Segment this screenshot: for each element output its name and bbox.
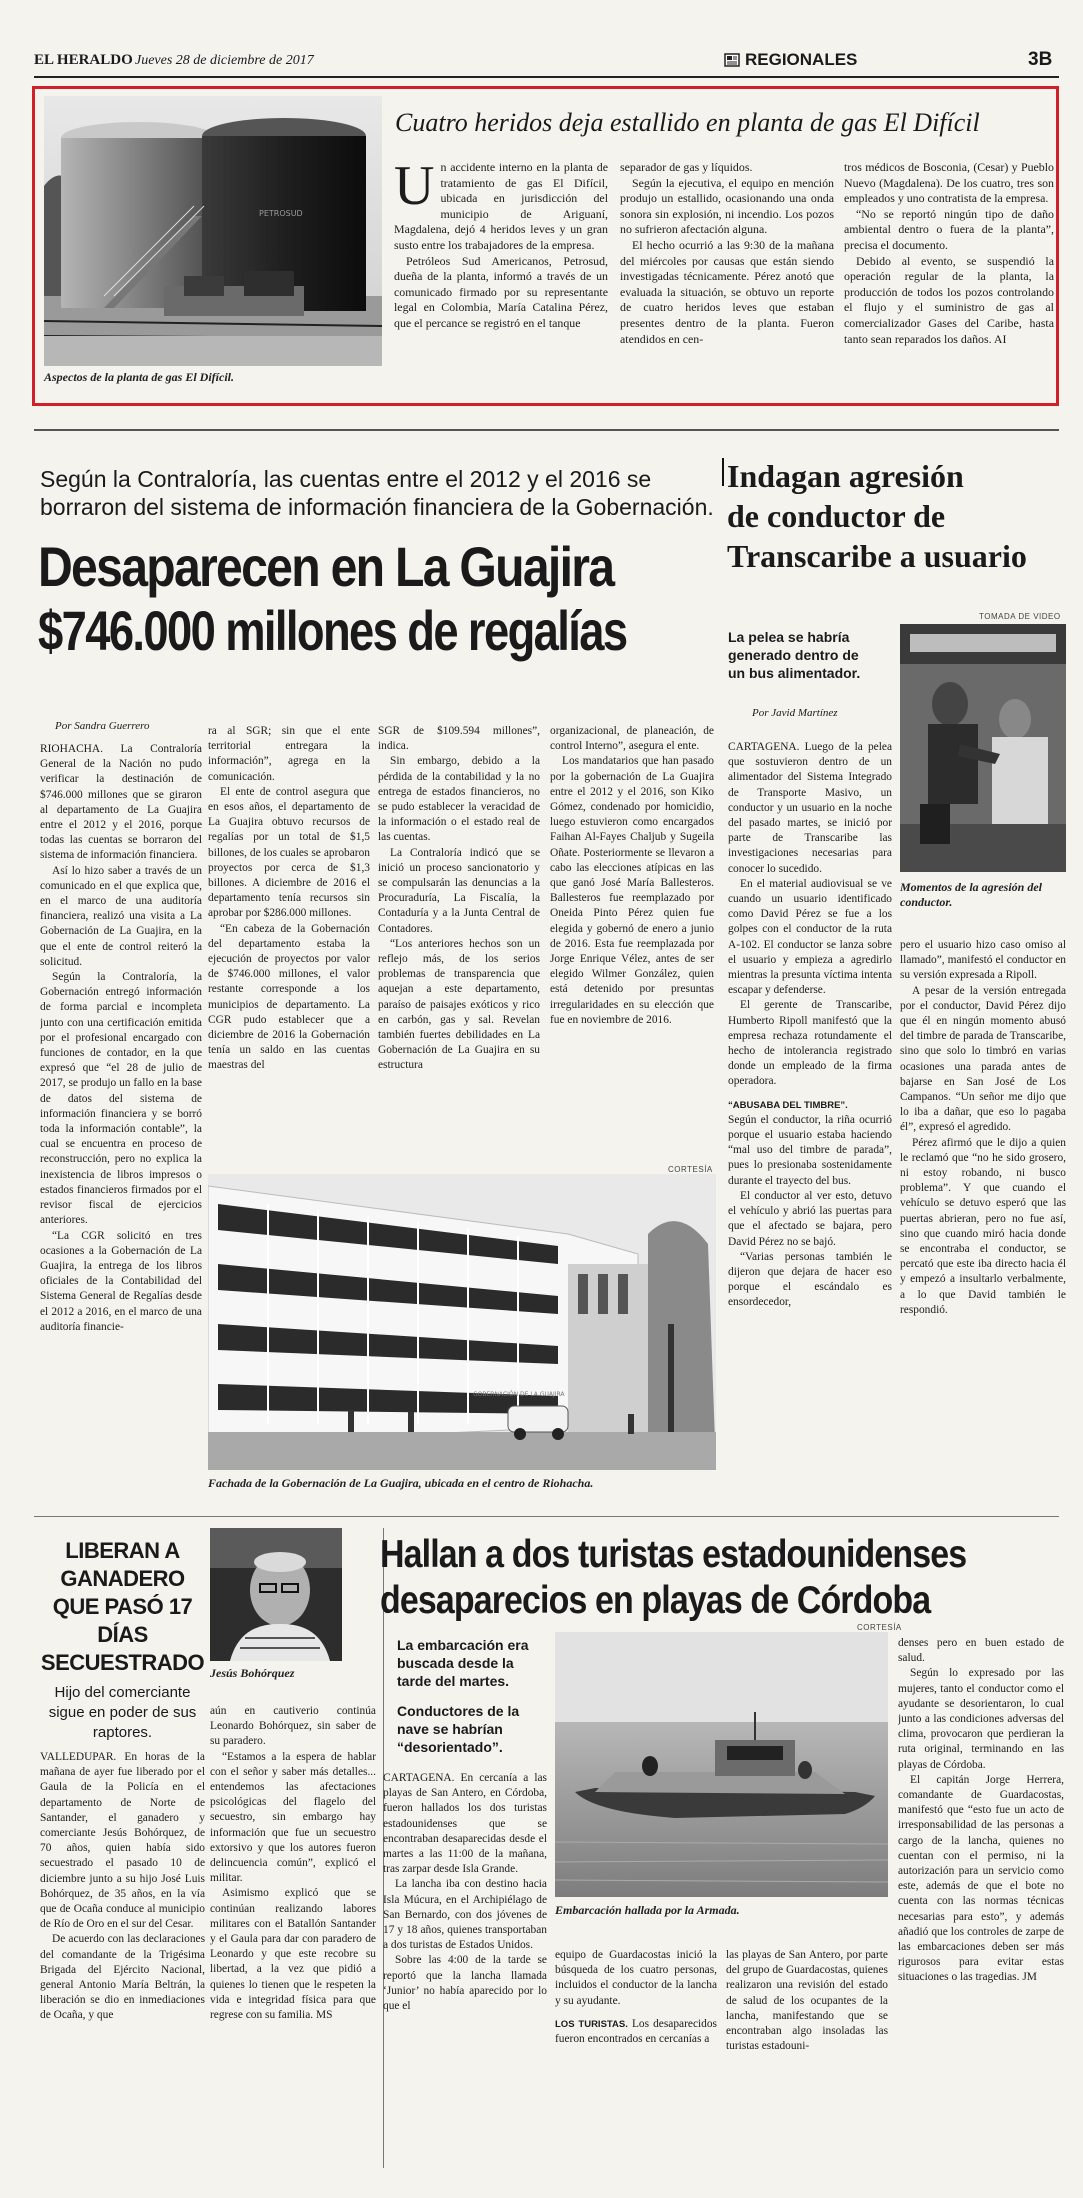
story5-paragraph-text: Los desaparecidos fueron encontrados en cercanías a (555, 2017, 717, 2046)
story5-paragraph: El capitán Jorge Herrera, comandante de Guardacostas, manifestó que “esto fue un acto de irresponsabilidad de las personas a cargo de la lancha, quienes no cuentan con el permiso, ni la autorización para un servicio como este, además de que el bote no cuenta con las normas técnicas necesarias para esto”, y además añadió que los controles de zarpe de las embarcaciones deben ser más rigurosos para evitar estas situaciones o las tragedias. JM (898, 1773, 1064, 1984)
story2-paragraph: El ente de control asegura que en esos años, el departamento de La Guajira obtuvo recursos de regalías por un total de $1,5 billones, de los cuales se aprobaron proyectos por cerca de $1,3 billones. A diciembre de 2016 el departamento tenía recursos sin aprobar por $286.000 millones. (208, 785, 370, 920)
story3-paragraph: En el material audiovisual se ve cuando un usuario identificado como David Pérez se fue a los golpes con el conductor de la ruta A-102. El conductor se lanza sobre el usuario y empieza a agredirlo mientras la presunta víctima intenta escapar y defenderse. (728, 877, 892, 997)
story4-deck: Hijo del comerciante sigue en poder de sus raptores. (48, 1684, 197, 1741)
story5-column-3 (726, 1948, 888, 2170)
story3-paragraph: El conductor al ver esto, detuvo el vehículo y abrió las puertas para que el afectado se bajara, pero David Pérez no se bajó. (728, 1189, 892, 1248)
story5-headline-line: Hallan a dos turistas estadounidenses (380, 1533, 967, 1576)
gas-plant-caption: Aspectos de la planta de gas El Difícil. (44, 370, 234, 384)
story3-deck: La pelea se habría generado dentro de un bus alimentador. (728, 629, 861, 681)
gobernacion-building-photo (208, 1174, 716, 1470)
story3-paragraph: CARTAGENA. Luego de la pelea que sostuvieron dentro de un alimentador del Sistema Integrado de Transporte Masivo, un conductor y un usuario en la noche del pasado martes, se inició por parte de Transcaribe las investigaciones necesarias para conocer lo sucedido. (728, 741, 892, 875)
story5-paragraph (555, 2017, 717, 2047)
boat-photo-credit: CORTESÍA (857, 1623, 902, 1632)
story2-headline-line2: $746.000 millones de regalías (38, 599, 627, 662)
story3-paragraph: Según el conductor, la riña ocurrió porque el usuario estaba haciendo “mal uso del timbre de parada”, pues lo presionaba sostenidamente durante el trayecto del bus. (728, 1113, 892, 1187)
story5-subhead: LOS TURISTAS. (555, 2018, 628, 2030)
building-caption: Fachada de la Gobernación de La Guajira, ubicada en el centro de Riohacha. (208, 1476, 594, 1490)
story3-paragraph: pero el usuario hizo caso omiso al llamado”, manifestó el conductor en su versión expresada a Ripoll. (900, 939, 1066, 982)
story1-paragraph: Petróleos Sud Americanos, Petrosud, dueña de la planta, informó a través de un comunicado firmado por su representante legal en Colombia, María Catalina Pérez, que el percance se registró en el tanque (394, 253, 608, 330)
story2-column-1 (40, 742, 202, 1517)
story3-headline-line: de conductor de (727, 498, 946, 534)
story2-column-2 (208, 724, 370, 1172)
story1-paragraph: Debido al evento, se suspendió la operación regular de la planta, la producción de todos los pozos controlando el flujo y el suministro de gas al comercializador Gases del Caribe, hasta tanto sean reparados los daños. AI (844, 253, 1054, 346)
story5-paragraph: denses pero en buen estado de salud. (898, 1637, 1064, 1665)
drop-cap: U (394, 160, 435, 217)
section-divider (34, 429, 1059, 431)
section-name: REGIONALES (745, 50, 858, 69)
story2-paragraph: “En cabeza de la Gobernación del departamento estaba la ejecución de proyectos por valor de $746.000 millones, el valor restante corresponde a los municipios de departamento. La CGR pudo establecer que a diciembre de 2016 la Gobernación tenía un saldo en las cuentas maestras del (208, 922, 370, 1072)
story2-byline: Por Sandra Guerrero (55, 720, 150, 732)
story3-paragraph: Pérez afirmó que le dijo a quien le reclamó que “no he sido grosero, ni estoy robando, ni busco problema”. Y que cuando el vehículo se detuvo esperó que las puertas abrieran, pero no fue así, sino que cuando miró hacia donde se encontraba el conductor, se percató que este iba directo hacia él y empezó a insultarlo verbalmente, a lo que David también le respondió. (900, 1136, 1066, 1316)
jesus-bohorquez-caption: Jesús Bohórquez (210, 1666, 295, 1680)
page-header (34, 50, 1059, 76)
story1-column-1 (394, 160, 608, 392)
story4-column-2 (210, 1704, 376, 2174)
story1-paragraph: n accidente interno en la planta de tratamiento de gas El Difícil, ubicada en jurisdicción del municipio de Ariguaní, Magdalena, dejó 4 heridos leves y un gran susto entre los trabajadores de la empresa. (394, 160, 608, 252)
story3-byline: Por Javid Martínez (752, 707, 838, 719)
story4-column-1 (40, 1750, 205, 2170)
story2-paragraph: “La CGR solicitó en tres ocasiones a la Gobernación de La Guajira, la entrega de los libros oficiales de la Contabilidad del Sistema General de Regalías desde el 2012 a 2016, en el marco de una auditoría financie- (40, 1229, 202, 1333)
story4-paragraph: VALLEDUPAR. En horas de la mañana de ayer fue liberado por el Gaula de la Policía en el departamento de Norte de Santander, el ganadero y comerciante Jesús Bohórquez, de 70 años, quien había sido secuestrado el pasado 10 de diciembre junto a su hijo José Luis Bohórquez, de 35 años, en la vía que de Ocaña conduce al municipio de Río de Oro en el sur del Cesar. (40, 1751, 205, 1931)
bus-fight-photo (900, 624, 1066, 872)
story4-paragraph: Asimismo explicó que se continúan realizando labores militares con el Batallón Santander y el Gaula para dar con paradero de Leonardo y que este recobre su libertad, a la vez que pidió a quienes lo tienen que le respeten la vida e integridad física para que regrese con su familia. MS (210, 1887, 376, 2022)
story5-column-2 (555, 1948, 717, 2170)
story5-deck-1: La embarcación era buscada desde la tarde del martes. (397, 1637, 529, 1689)
gas-plant-photo (44, 96, 382, 366)
story2-paragraph: organizacional, de planeación, de control Interno”, asegura el ente. (550, 725, 714, 753)
story2-paragraph: Sin embargo, debido a la pérdida de la contabilidad y la no entrega de estados financieros, no se pudo establecer la veracidad de la información o el estado real de las cuentas. (378, 755, 540, 844)
story5-paragraph: La lancha iba con destino hacia Isla Múcura, en el Archipiélago de San Bernardo, con dos jóvenes de 17 y 18 años, quienes transportaban a dos turistas de Estados Unidos. (383, 1878, 547, 1952)
story3-paragraph: A pesar de la versión entregada por el conductor, David Pérez dijo que él en ningún momento abusó del timbre de parada de Transcaribe, sino que solo lo timbró en varias ocasiones una parada antes de bajarse en San José de Los Campanos. “Un señor me dijo que lo iba a dañar, que eso lo pagaba él”, expresó el agredido. (900, 984, 1066, 1134)
story1-paragraph: “No se reportó ningún tipo de daño ambiental dentro o fuera de la planta”, precisa el documento. (844, 206, 1054, 252)
story1-paragraph: separador de gas y líquidos. (620, 160, 753, 174)
story1-column-3 (844, 160, 1054, 392)
story5-paragraph: equipo de Guardacostas inició la búsqueda de los cuatro personas, incluidos el conductor de la lancha y su ayudante. (555, 1949, 717, 2007)
story5-deck-2: Conductores de la nave se habrían “desorientado”. (397, 1703, 520, 1755)
story1-paragraph: El hecho ocurrió a las 9:30 de la mañana del miércoles por causas que están siendo investigadas técnicamente. Pérez anotó que evaluada la situación, se obtuvo un reporte de cuatro heridos leves que estaban presentes dentro de la planta. Fueron atendidos en cen- (620, 237, 834, 346)
story2-paragraph: Según la Contraloría, la Gobernación entregó información de forma parcial e incompleta junto con una certificación emitida por el profesional encargado con funciones de contador, en la que expresó que “el 28 de julio de 2017, se produjo un fallo en la base de datos del sistema de información financiera y se borró toda la información contable”, la cual se encuentra en proceso de reconstrucción, pero no explica la inexistencia de libros impresos o estados financieros firmados por el revisor fiscal de ejercicios anteriores. (40, 971, 202, 1227)
jesus-bohorquez-photo (210, 1528, 342, 1661)
story3-paragraph: “Varias personas también le dijeron que dejara de hacer eso porque el escándalo es ensordecedor, (728, 1250, 892, 1309)
story3-subhead: “ABUSABA DEL TIMBRE”. (728, 1099, 848, 1111)
story5-column-4 (898, 1636, 1064, 2170)
story2-kicker: Según la Contraloría, las cuentas entre el 2012 y el 2016 se borraron del sistema de información financiera de la Gobernación. (40, 466, 714, 520)
story3-headline-line: Indagan agresión (727, 458, 964, 494)
bus-fight-caption: Momentos de la agresión del conductor. (900, 880, 1043, 909)
story2-column-4 (550, 724, 714, 1172)
story5-paragraph: CARTAGENA. En cercanía a las playas de San Antero, en Córdoba, fueron hallados los dos turistas estadounidenses que se encontraban desaparecidas desde el martes a las 11:00 de la mañana, tras zarpar desde Isla Grande. (383, 1772, 547, 1876)
story2-paragraph: La Contraloría indicó que se inició un proceso sancionatorio y se compulsarán las denuncias a la Procuraduría, La Fiscalía, la Contaduría y a la Junta Central de Contadores. (378, 846, 540, 935)
story4-paragraph: De acuerdo con las declaraciones del comandante de la Trigésima Brigada del Ejército Nacional, general Antonio María Beltrán, la liberación se dio en inmediaciones de Ocaña, y que (40, 1933, 205, 2022)
masthead: EL HERALDO (34, 52, 133, 68)
boat-caption: Embarcación hallada por la Armada. (555, 1903, 740, 1917)
story5-headline-line: desaparecios en playas de Córdoba (380, 1579, 931, 1622)
story2-paragraph: RIOHACHA. La Contraloría General de la Nación no pudo verificar la destinación de $746.000 millones que se giraron al departamento de La Guajira entre el 2012 y el 2016, porque todas las cuentas se borraron del sistema de información financiera. (40, 743, 202, 862)
story3-column-1 (728, 740, 892, 1516)
story2-paragraph: “Los anteriores hechos son un reflejo más, de los serios problemas de transparencia que aquejan a este departamento, paraíso de paisajes exóticos y rico en carbón, gas y sal. Revelan también fuertes debilidades en La Gobernación de La Guajira en su estructura (378, 937, 540, 1072)
story2-column-3 (378, 724, 540, 1172)
header-rule (34, 76, 1059, 78)
story2-paragraph: Los mandatarios que han pasado por la gobernación de La Guajira entre el 2012 y el 2016, son Kiko Gómez, condenado por homicidio, luego estuvieron como encargados Faihan Al-Fayes Chaljub y Sugeila Oñate. Posteriormente se llevaron a cabo las elecciones atípicas en las que ganó José María Ballesteros. Ballesteros fue reemplazado por Oneida Pinto Pérez quien fue elegida y gobernó de enero a junio de 2016. Esta fue reemplazada por Jorge Enrique Vélez, antes de ser elegido Wilmer González, quien está detenido por presuntas irregularidades en su elección que fue en noviembre de 2016. (550, 755, 714, 1026)
story3-column-2 (900, 938, 1066, 1516)
story2-paragraph: SGR de $109.594 millones”, indica. (378, 725, 540, 753)
story2-paragraph: ra al SGR; sin que el ente territorial entregara la información”, agrega en la comunicación. (208, 725, 370, 783)
page-number: 3B (1028, 49, 1053, 70)
story2-headline-line1: Desaparecen en La Guajira (38, 535, 614, 598)
story3-top-rule (722, 458, 724, 486)
story5-paragraph: Sobre las 4:00 de la tarde se reportó que la lancha llamada ‘Junior’ no había aparecido por lo que el (383, 1954, 547, 2013)
story5-headline (380, 1532, 1080, 1624)
story1-paragraph: tros médicos de Bosconia, (Cesar) y Pueblo Nuevo (Magdalena). De los cuatro, tres son empleados y uno contratista de la empresa. (844, 160, 1054, 206)
story1-paragraph: Según la ejecutiva, el equipo en mención produjo un estallido, ocasionando una onda sonora sin explosión, ni incendio. Los pozos no sufrieron afectación alguna. (620, 175, 834, 237)
story4-headline: LIBERAN A GANADERO QUE PASÓ 17 DÍAS SECUESTRADO (40, 1538, 205, 1675)
svg-text:PETROSUD: PETROSUD (259, 209, 303, 218)
story1-headline: Cuatro heridos deja estallido en planta de gas El Difícil (395, 108, 980, 137)
story1-column-2 (620, 160, 834, 392)
story5-column-1 (383, 1771, 547, 2171)
issue-date: Jueves 28 de diciembre de 2017 (135, 53, 314, 68)
story4-paragraph: aún en cautiverio continúa Leonardo Bohórquez, sin saber de su paradero. (210, 1705, 376, 1748)
story3-headline (727, 456, 1067, 576)
story3-paragraph: El gerente de Transcaribe, Humberto Ripoll manifestó que la empresa rechaza rotundamente el hecho de intolerancia registrado donde un empleado de la firma operadora. (728, 999, 892, 1088)
story5-paragraph: las playas de San Antero, por parte del grupo de Guardacostas, quienes realizaron una revisión del estado de salud de los ocupantes de la lancha, manifestando que se encontraban algo insoladas las turistas estadouni- (726, 1949, 888, 2053)
building-photo-credit: CORTESÍA (668, 1165, 713, 1174)
building-sign: GOBERNACIÓN DE LA GUAJIRA (473, 1391, 565, 1398)
story5-paragraph: Según lo expresado por las mujeres, tanto el conductor como el ayudante se desorientaron, lo cual junto a las condiciones adversas del clima, provocaron que perdieran la ruta original, terminando en las playas de Córdoba. (898, 1667, 1064, 1771)
story4-paragraph: “Estamos a la espera de hablar con el señor y saber más detalles... entendemos las afectaciones psicológicas del flagelo del secuestro, sin embargo hay información que fue un secuestro extorsivo y que los autores fueron delincuencia común”, explicó el militar. (210, 1750, 376, 1885)
section-divider (34, 1516, 1059, 1517)
boat-photo (555, 1632, 888, 1897)
newspaper-icon (724, 52, 740, 68)
story3-headline-line: Transcaribe a usuario (727, 538, 1027, 574)
story2-paragraph: Así lo hizo saber a través de un comunicado en el que explica que, en el marco de una auditoría financiera, realizó una visita a La Gobernación de La Guajira, en la que el ente de control reiteró la solicitud. (40, 864, 202, 968)
video-photo-credit: TOMADA DE VIDEO (979, 612, 1061, 621)
